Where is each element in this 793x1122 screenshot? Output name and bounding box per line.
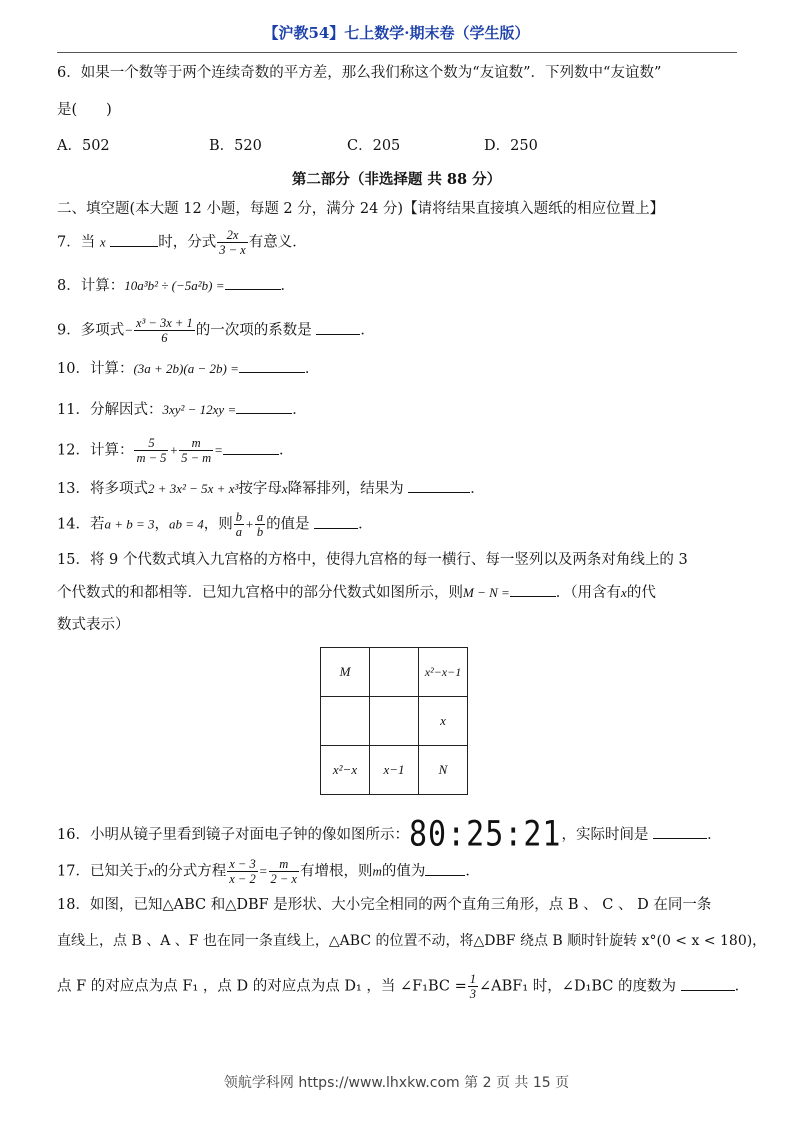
digital-clock-image: 80:25:21 [408,814,562,855]
q17 [57,857,480,886]
q9-pre: 9．多项式 [57,322,125,339]
q14-plus: + [245,516,254,532]
q14-pre: 14．若 [57,516,105,533]
q18-end: ． [734,978,750,995]
q10-answer-blank[interactable] [239,360,305,373]
q18-line1: 18．如图，已知△ABC 和△DBF 是形状、大小完全相同的两个直角三角形，点 B 、 C 、 D 在同一条 [57,897,712,913]
q17-post: 有增根，则 [299,863,373,880]
q11-post: ． [292,402,307,418]
q8-pre: 8．计算： [57,278,125,294]
page-footer: 领航学科网 https://www.lhxkw.com 第 2 页 共 15 页 [223,1075,570,1091]
q7-mid: 时，分式 [158,234,217,251]
q15-line1: 15．将 9 个代数式填入九宫格的方格中，使得九宫格的每一横行、每一竖列以及两条对角线上的 3 [57,552,688,568]
q15-var: x [621,585,627,600]
q12-fraction-1: $\frac{5}{m - 5}$ [136,436,167,465]
q12-post: ． [278,442,294,459]
q9-end: ． [360,322,375,339]
q12-pre: 12．计算： [57,442,134,459]
grid-cell [321,697,370,746]
q17-answer-blank[interactable] [425,863,465,876]
q10-post: ． [304,361,320,377]
q9-fraction: $\frac{\text{x³ − 3x + 1}}{6}$ [136,316,193,345]
q7-var: x [99,234,106,250]
q14-cond-2: ab = 4 [169,516,204,532]
q14 [57,510,373,539]
q13-mid: 按字母 [238,481,282,497]
q11 [57,401,307,419]
q9-sign: − [124,322,134,338]
q7 [57,228,307,257]
q14-post: 的值是 [266,516,310,533]
q14-fraction-2: $\frac{a}{b}$ [256,510,264,539]
q11-answer-blank[interactable] [236,401,292,414]
q10-expr: (3a + 2b)(a − 2b) = [133,361,239,376]
q15-line2 [57,584,656,602]
q13-end: ． [470,481,485,497]
part2-intro: 二、填空题(本大题 12 小题，每题 2 分，满分 24 分)【请将结果直接填入题纸的相应位置上】 [57,201,665,217]
q17-var: x [147,863,154,879]
grid-cell [370,697,419,746]
q18-answer-blank[interactable] [681,978,735,991]
q12-eq: = [214,442,223,458]
q16-pre: 16．小明从镜子里看到镜子对面电子钟的像如图所示： [57,827,409,843]
q9-post: 的一次项的系数是 [195,322,312,339]
q18-line3-cont: ∠ABF₁ 时，∠D₁BC 的度数为 [479,978,677,995]
q17-fraction-2: $\frac{m}{2 - x}$ [270,857,297,886]
q15-answer-blank[interactable] [510,584,556,597]
q6-option-b: B．520 [209,138,262,154]
q12-plus: + [169,442,179,458]
q6-text-line2: 是( ) [57,102,112,118]
magic-square-grid [320,647,468,795]
q6-text-line1: 6．如果一个数等于两个连续奇数的平方差，那么我们称这个数为“友谊数”．下列数中“友谊数” [57,65,662,81]
part2-title: 第二部分（非选择题 共 88 分） [291,171,502,188]
q7-answer-blank[interactable] [110,234,158,247]
grid-cell [370,648,419,697]
q12 [57,436,293,465]
q15-line2-note: ．（用含有 [555,585,622,601]
q11-pre: 11．分解因式： [57,402,163,418]
q13-answer-blank[interactable] [408,480,470,493]
q8-post: ． [280,278,296,294]
q8-expr: 10a³b² ÷ (−5a²b) = [124,278,225,293]
grid-cell: x−1 [370,746,419,795]
q7-fraction: $\frac{2x}{3 - x}$ [219,228,246,257]
q15-line2-text: 个代数式的和都相等．已知九宫格中的部分代数式如图所示，则 [57,585,463,601]
header-divider [57,52,737,53]
grid-cell: N [419,746,468,795]
q13-post: 降幂排列，结果为 [287,481,404,497]
q18-line3-text: 点 F 的对应点为点 F₁ ，点 D 的对应点为点 D₁ ，当 ∠F₁BC = [57,978,467,995]
q17-fraction-1: $\frac{x - 3}{x - 2}$ [229,857,256,886]
q6-option-d: D．250 [484,138,538,154]
q13-expr: 2 + 3x² − 5x + x³ [147,481,239,496]
grid-cell: M [321,648,370,697]
q10-pre: 10．计算： [57,361,134,377]
q13-pre: 13．将多项式 [57,481,148,497]
q11-expr: 3xy² − 12xy = [162,402,237,417]
q9-answer-blank[interactable] [316,322,360,335]
q14-end: ． [358,516,373,533]
q6-option-c: C．205 [347,138,401,154]
q15-line2-end: 的代 [626,585,656,601]
q14-fraction-1: $\frac{b}{a}$ [235,510,243,539]
q12-fraction-2: $\frac{m}{5 - m}$ [181,436,212,465]
q9 [57,316,375,345]
q17-mid: 的分式方程 [153,863,227,880]
q7-post: 有意义． [248,234,307,251]
page-header-title: 【沪教54】七上数学·期末卷（学生版） [263,24,530,42]
q17-pre: 17．已知关于 [57,863,148,880]
q16-end: ． [707,827,722,843]
q12-answer-blank[interactable] [223,442,279,455]
grid-cell: x²−x [321,746,370,795]
q15-line3: 数式表示） [57,617,130,633]
q14-mid: ，则 [203,516,233,533]
q17-end: ． [465,863,480,880]
q14-sep: ， [154,516,169,533]
q18-line3 [57,972,749,1001]
q8-answer-blank[interactable] [225,277,281,290]
grid-cell: x²−x−1 [419,648,468,697]
q18-line2: 直线上，点 B 、A 、F 也在同一条直线上，△ABC 的位置不动，将△DBF 绕点 B 顺时针旋转 x°(0 < x < 180)， [57,933,767,949]
q16 [57,814,722,855]
q16-answer-blank[interactable] [653,826,707,839]
q17-post2: 的值为 [381,863,426,880]
q14-cond-1: a + b = 3 [104,516,155,532]
q6-option-a: A．502 [57,138,110,154]
q17-eq: = [258,863,268,879]
grid-cell: x [419,697,468,746]
q15-expr: M − N = [463,585,510,600]
q17-var2: m [372,863,382,879]
q14-answer-blank[interactable] [314,516,358,529]
q7-pre: 7．当 [57,234,96,251]
q13 [57,480,485,498]
q13-var: x [281,481,288,496]
q8 [57,277,295,295]
q16-post: ，实际时间是 [561,827,649,843]
q10 [57,360,319,378]
q18-fraction: $\frac{1}{3}$ [469,972,477,1001]
